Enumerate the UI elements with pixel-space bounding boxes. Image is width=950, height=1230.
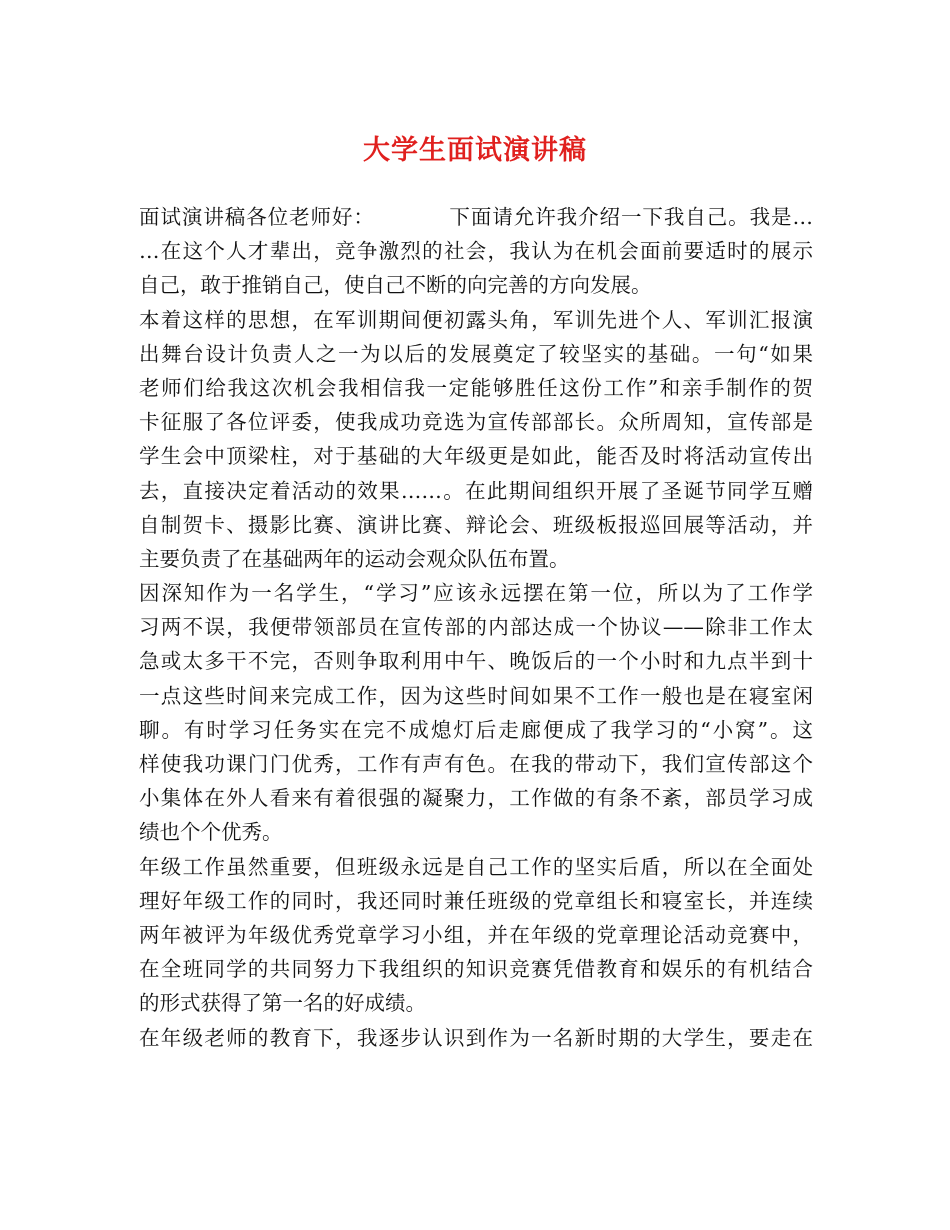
body-line: 卡征服了各位评委，使我成功竞选为宣传部部长。众所周知，宣传部是 [139,410,813,435]
body-line: 本着这样的思想，在军训期间便初露头角，军训先进个人、军训汇报演 [139,307,813,332]
body-line: 两年被评为年级优秀党章学习小组，并在年级的党章理论活动竞赛中， [139,922,813,947]
body-line: 自制贺卡、摄影比赛、演讲比赛、辩论会、班级板报巡回展等活动，并 [139,512,813,537]
body-line: 面试演讲稿各位老师好： 下面请允许我介绍一下我自己。我是… [139,205,813,229]
document-body [139,200,813,1055]
body-line: 自己，敢于推销自己，使自己不断的向完善的方向发展。 [139,273,652,298]
body-line: 去，直接决定着活动的效果……。在此期间组织开展了圣诞节同学互赠 [139,478,813,503]
body-line: 在全班同学的共同努力下我组织的知识竞赛凭借教育和娱乐的有机结合 [139,957,813,982]
body-line: 学生会中顶梁柱，对于基础的大年级更是如此，能否及时将活动宣传出 [139,444,813,469]
body-line: 年级工作虽然重要，但班级永远是自己工作的坚实后盾，所以在全面处 [139,854,813,879]
body-line: 出舞台设计负责人之一为以后的发展奠定了较坚实的基础。一句“如果 [139,341,813,366]
document-title: 大学生面试演讲稿 [363,135,587,166]
body-line: 急或太多干不完，否则争取利用中午、晚饭后的一个小时和九点半到十 [139,649,813,674]
body-line: 在年级老师的教育下，我逐步认识到作为一名新时期的大学生，要走在 [139,1025,813,1050]
body-line: 主要负责了在基础两年的运动会观众队伍布置。 [139,546,570,571]
body-line: 的形式获得了第一名的好成绩。 [139,991,426,1016]
body-line: 聊。有时学习任务实在完不成熄灯后走廊便成了我学习的“小窝”。这 [139,717,813,742]
body-line: 样使我功课门门优秀，工作有声有色。在我的带动下，我们宣传部这个 [139,752,813,776]
body-line: …在这个人才辈出，竞争激烈的社会，我认为在机会面前要适时的展示 [139,239,813,264]
body-line: 老师们给我这次机会我相信我一定能够胜任这份工作”和亲手制作的贺 [139,375,813,400]
body-line: 一点这些时间来完成工作，因为这些时间如果不工作一般也是在寝室闲 [139,683,813,708]
body-line: 理好年级工作的同时，我还同时兼任班级的党章组长和寝室长，并连续 [139,888,813,913]
body-line: 绩也个个优秀。 [139,820,283,845]
body-line: 习两不误，我便带领部员在宣传部的内部达成一个协议——除非工作太 [139,615,813,640]
body-line: 小集体在外人看来有着很强的凝聚力，工作做的有条不紊，部员学习成 [139,786,813,811]
body-line: 因深知作为一名学生，“学习”应该永远摆在第一位，所以为了工作学 [139,581,813,606]
